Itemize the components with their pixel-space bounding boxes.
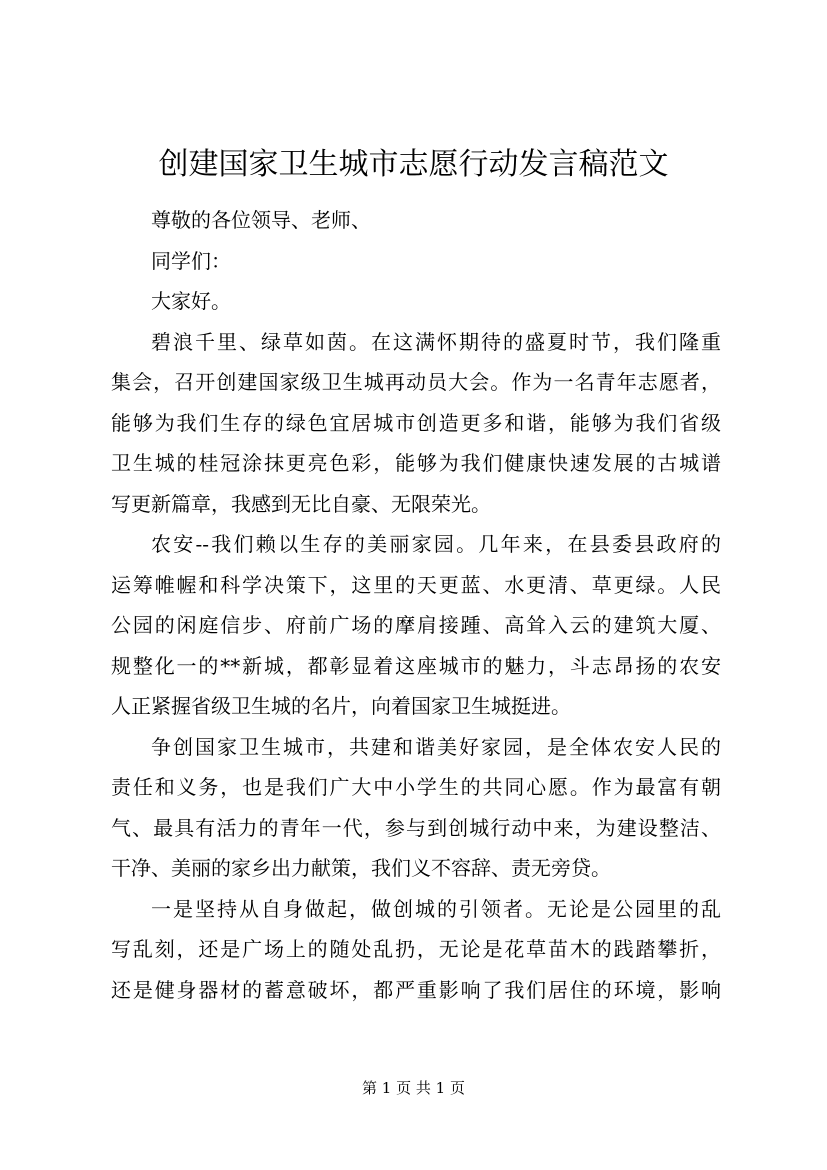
paragraph-line: 集会，召开创建国家级卫生城再动员大会。作为一名青年志愿者， (111, 370, 721, 394)
paragraph-line: 气、最具有活力的青年一代，参与到创城行动中来，为建设整洁、 (111, 815, 721, 840)
paragraph-line: 卫生城的桂冠涂抹更亮色彩，能够为我们健康快速发展的古城谱 (111, 451, 721, 475)
document-title: 创建国家卫生城市志愿行动发言稿范文 (158, 147, 669, 182)
paragraph-line: 碧浪千里、绿草如茵。在这满怀期待的盛夏时节，我们隆重 (151, 329, 721, 354)
paragraph-line: 规整化一的**新城，都彰显着这座城市的魅力，斗志昂扬的农安 (111, 653, 721, 678)
paragraph-line: 干净、美丽的家乡出力献策，我们义不容辞、责无旁贷。 (111, 856, 611, 880)
paragraph-line: 公园的闲庭信步、府前广场的摩肩接踵、高耸入云的建筑大厦、 (111, 613, 721, 637)
document-body (111, 200, 721, 1010)
salutation-line: 尊敬的各位领导、老师、 (151, 208, 371, 232)
paragraph-line: 争创国家卫生城市，共建和谐美好家园，是全体农安人民的 (151, 734, 721, 759)
paragraph-line: 写更新篇章，我感到无比自豪、无限荣光。 (111, 491, 491, 516)
paragraph-line: 运筹帷幄和科学决策下，这里的天更蓝、水更清、草更绿。人民 (111, 572, 721, 597)
paragraph-line: 写乱刻，还是广场上的随处乱扔，无论是花草苗木的践踏攀折， (111, 937, 721, 961)
paragraph-line: 农安--我们赖以生存的美丽家园。几年来，在县委县政府的 (151, 532, 721, 556)
greeting-line: 大家好。 (151, 289, 231, 313)
paragraph-line: 人正紧握省级卫生城的名片，向着国家卫生城挺进。 (111, 694, 571, 718)
paragraph-line: 一是坚持从自身做起，做创城的引领者。无论是公园里的乱 (151, 896, 721, 921)
page-footer: 第 1 页 共 1 页 (362, 1079, 465, 1097)
paragraph-line: 能够为我们生存的绿色宜居城市创造更多和谐，能够为我们省级 (111, 410, 721, 435)
paragraph-line: 责任和义务，也是我们广大中小学生的共同心愿。作为最富有朝 (111, 775, 721, 799)
paragraph-line: 还是健身器材的蓄意破坏，都严重影响了我们居住的环境，影响 (111, 977, 721, 1002)
salutation-line: 同学们： (151, 248, 231, 273)
